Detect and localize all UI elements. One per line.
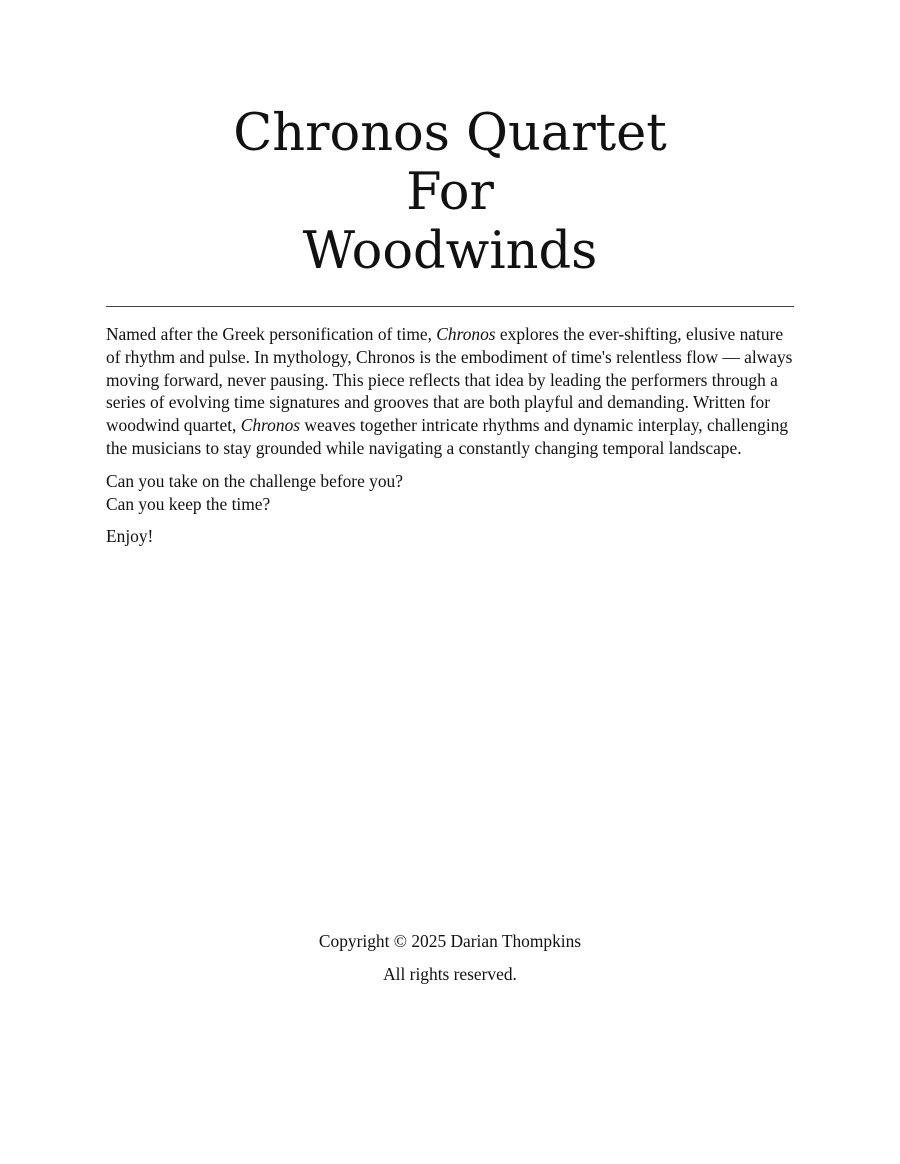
title-line-3: Woodwinds [302, 222, 598, 281]
rights-notice: All rights reserved. [383, 964, 517, 984]
copyright-notice: Copyright © 2025 Darian Thompkins [318, 931, 582, 951]
title-line-2: For [406, 163, 494, 222]
description-text-part-1: Named after the Greek personification of time, [106, 324, 437, 344]
description-text-part-2: explores the ever-shifting, elusive nature of rhythm and pulse. In mythology, Chronos is the embodiment of time's relentless flow — always moving forward, never pausing. This piece reflects that idea by leading the performers through a series of evolving time signatures and grooves that are both playful and demanding. Written for woodwind quartet, [106, 324, 793, 436]
copyright-footer [0, 930, 900, 996]
description-title-italic-1: Chronos [436, 324, 496, 344]
closing-line: Enjoy! [106, 526, 154, 547]
challenge-question-2: Can you keep the time? [106, 493, 271, 514]
description-text-part-3: weaves together intricate rhythms and dynamic interplay, challenging the musicians to stay grounded while navigating a constantly changing temporal landscape. [106, 415, 789, 458]
description-paragraph [106, 323, 796, 460]
challenge-question-1: Can you take on the challenge before you? [106, 470, 403, 491]
challenge-questions [106, 470, 796, 516]
page-title [0, 104, 900, 281]
title-line-1: Chronos Quartet [233, 104, 667, 163]
description-section [106, 323, 796, 558]
title-divider [106, 306, 794, 307]
description-title-italic-2: Chronos [240, 415, 301, 436]
